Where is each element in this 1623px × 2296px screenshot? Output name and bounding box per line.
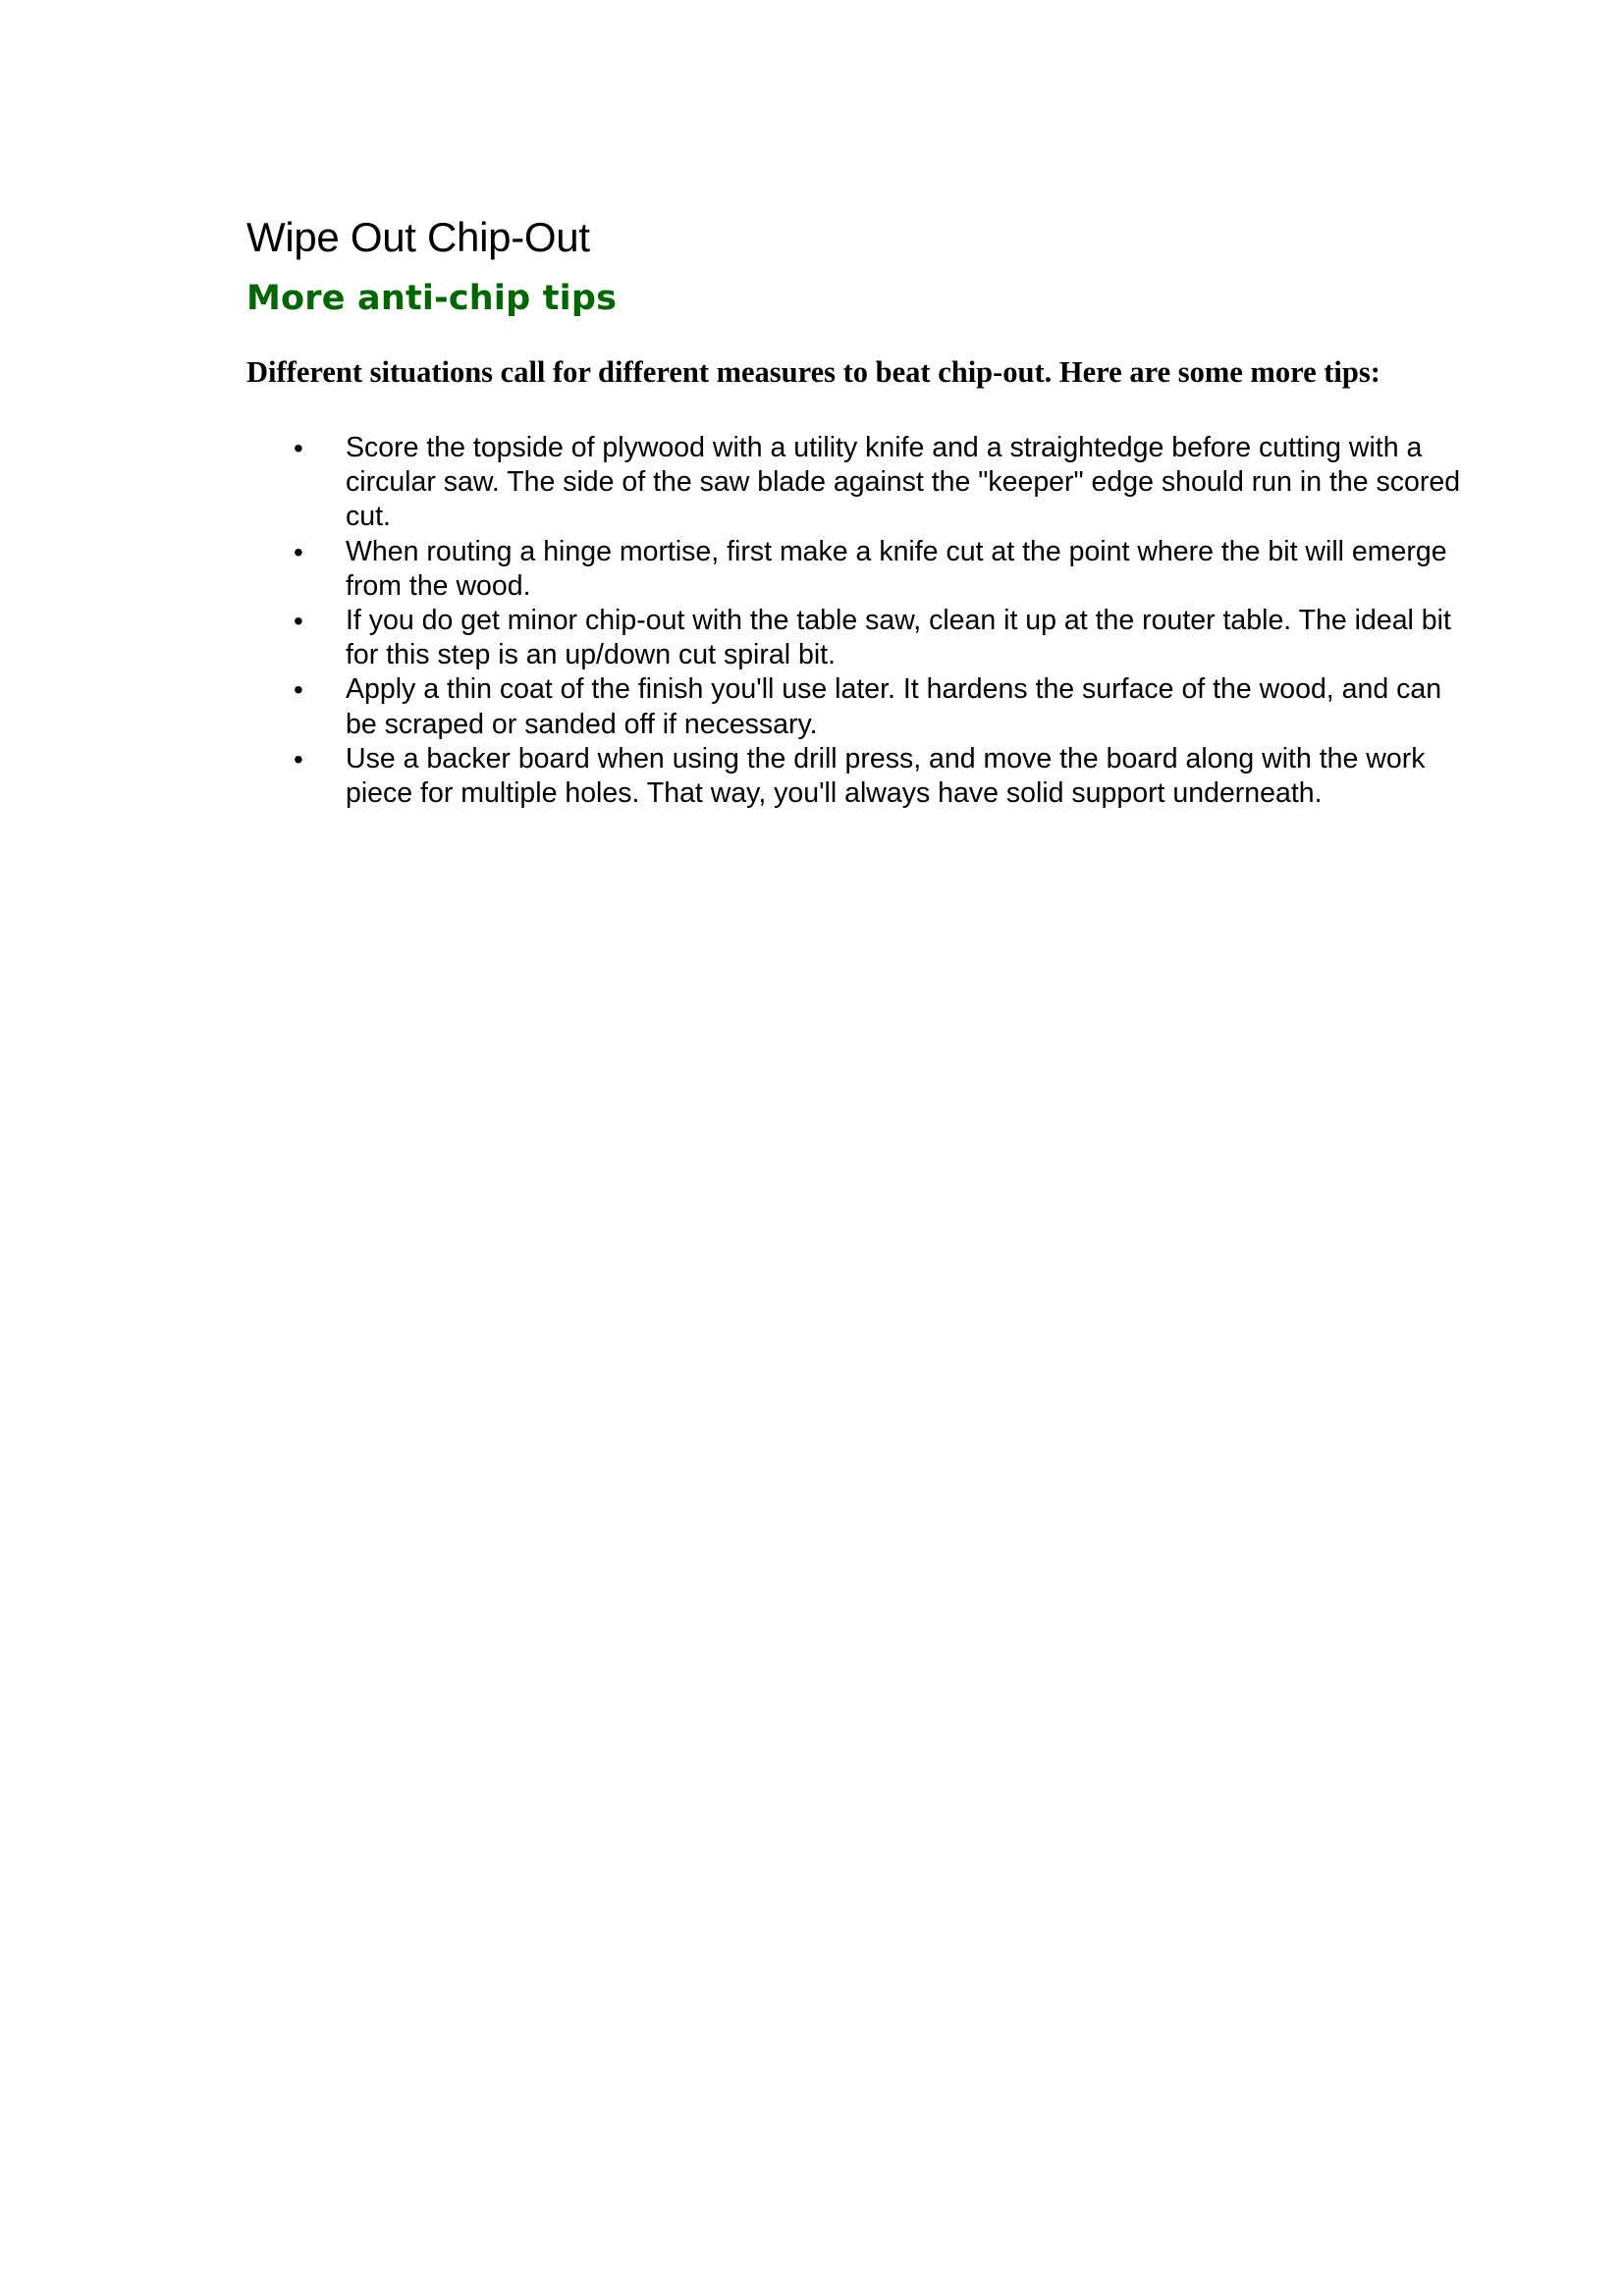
intro-paragraph: Different situations call for different measures to beat chip-out. Here are some more tips: xyxy=(246,355,1380,389)
list-item xyxy=(246,672,1474,741)
list-item xyxy=(246,742,1474,811)
bullet-icon: • xyxy=(294,433,303,463)
tip-text: Score the topside of plywood with a utility knife and a straightedge before cutting with a circular saw. The side of the saw blade against the "keeper" edge should run in the scored cut. xyxy=(346,432,1461,533)
bullet-icon: • xyxy=(294,606,303,637)
list-item xyxy=(246,431,1474,535)
page-subtitle: More anti-chip tips xyxy=(246,279,618,318)
tip-text: Use a backer board when using the drill press, and move the board along with the work piece for multiple holes. That way, you'll always have solid support underneath. xyxy=(346,742,1426,810)
bullet-icon: • xyxy=(294,743,303,774)
list-item xyxy=(246,535,1474,604)
bullet-icon: • xyxy=(294,536,303,567)
tips-list xyxy=(246,431,1474,811)
tip-text: If you do get minor chip-out with the table saw, clean it up at the router table. The ideal bit for this step is an up/down cut spiral bit. xyxy=(346,605,1451,671)
list-item xyxy=(246,604,1474,672)
page-title: Wipe Out Chip-Out xyxy=(246,214,590,260)
bullet-icon: • xyxy=(294,674,303,706)
document-page xyxy=(246,208,1474,811)
tip-text: When routing a hinge mortise, first make a knife cut at the point where the bit will emerge from the wood. xyxy=(346,535,1447,602)
tip-text: Apply a thin coat of the finish you'll use later. It hardens the surface of the wood, and can be scraped or sanded off if necessary. xyxy=(346,673,1442,740)
